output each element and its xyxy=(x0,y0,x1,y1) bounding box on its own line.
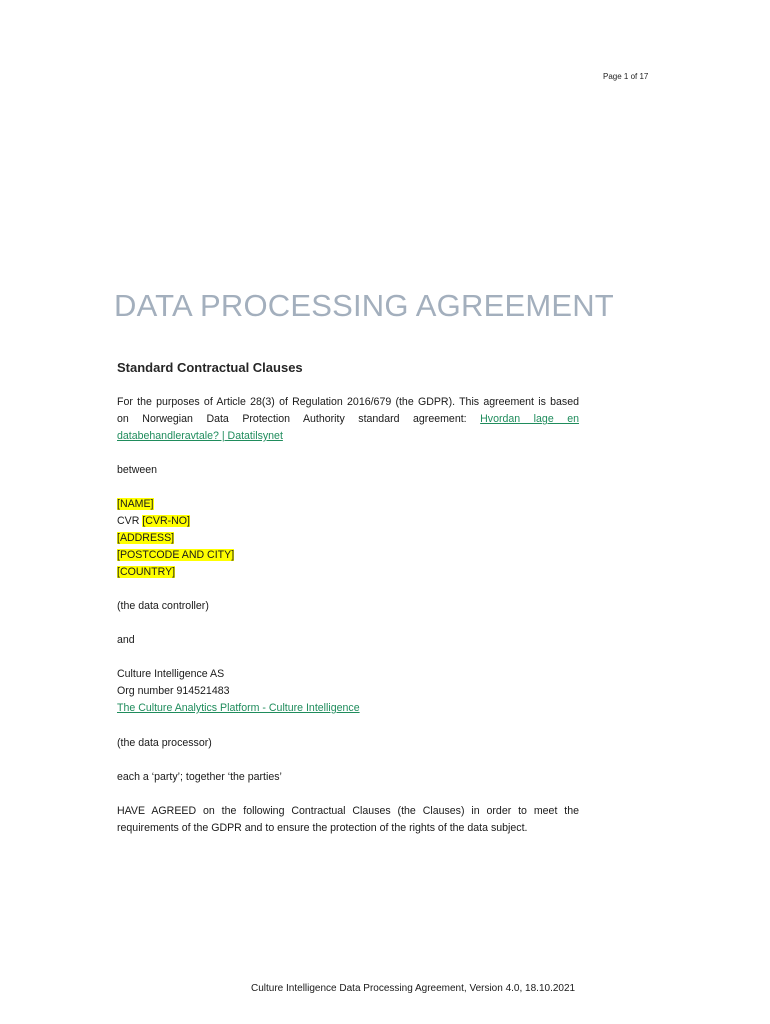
document-title: DATA PROCESSING AGREEMENT xyxy=(114,288,614,323)
intro-line-3 xyxy=(117,428,579,445)
controller-role: (the data controller) xyxy=(117,600,209,612)
controller-address-line xyxy=(117,530,579,547)
culture-intelligence-link[interactable]: The Culture Analytics Platform - Culture Intelligence xyxy=(117,702,360,714)
processor-org-number: Org number 914521483 xyxy=(117,685,230,697)
processor-link-line xyxy=(117,700,579,717)
datatilsynet-link-part-2[interactable]: databehandleravtale? | Datatilsynet xyxy=(117,430,283,442)
agreement-paragraph xyxy=(117,803,579,837)
intro-line-2-text: on Norwegian Data Protection Authority standard agreement: xyxy=(117,413,481,425)
controller-name-placeholder: [NAME] xyxy=(117,498,154,510)
controller-block xyxy=(117,496,579,581)
intro-line-2 xyxy=(117,411,579,428)
controller-country-line xyxy=(117,564,579,581)
agreement-line-1: HAVE AGREED on the following Contractual Clauses (the Clauses) in order to meet the xyxy=(117,805,579,817)
agreement-line-2: requirements of the GDPR and to ensure the protection of the rights of the data subject. xyxy=(117,822,528,834)
intro-line-1: For the purposes of Article 28(3) of Regulation 2016/679 (the GDPR). This agreement is based xyxy=(117,396,579,408)
controller-postcode-city-placeholder: [POSTCODE AND CITY] xyxy=(117,549,235,561)
controller-cvr-label: CVR xyxy=(117,515,143,527)
processor-role: (the data processor) xyxy=(117,737,212,749)
controller-cvr-line xyxy=(117,513,579,530)
controller-country-placeholder: [COUNTRY] xyxy=(117,566,176,578)
controller-postcode-city-line xyxy=(117,547,579,564)
processor-block xyxy=(117,666,579,717)
processor-name: Culture Intelligence AS xyxy=(117,668,225,680)
datatilsynet-link-part-1[interactable]: Hvordan lage en xyxy=(480,413,580,425)
between-text: between xyxy=(117,464,158,476)
intro-paragraph xyxy=(117,394,579,445)
document-subtitle: Standard Contractual Clauses xyxy=(117,360,303,375)
controller-address-placeholder: [ADDRESS] xyxy=(117,532,175,544)
controller-name-line xyxy=(117,496,579,513)
page-indicator: Page 1 of 17 xyxy=(603,72,649,81)
controller-cvr-placeholder: [CVR-NO] xyxy=(142,515,190,527)
and-text: and xyxy=(117,634,135,646)
page-footer: Culture Intelligence Data Processing Agreement, Version 4.0, 18.10.2021 xyxy=(251,983,576,994)
parties-definition: each a ‘party’; together ‘the parties’ xyxy=(117,771,282,783)
